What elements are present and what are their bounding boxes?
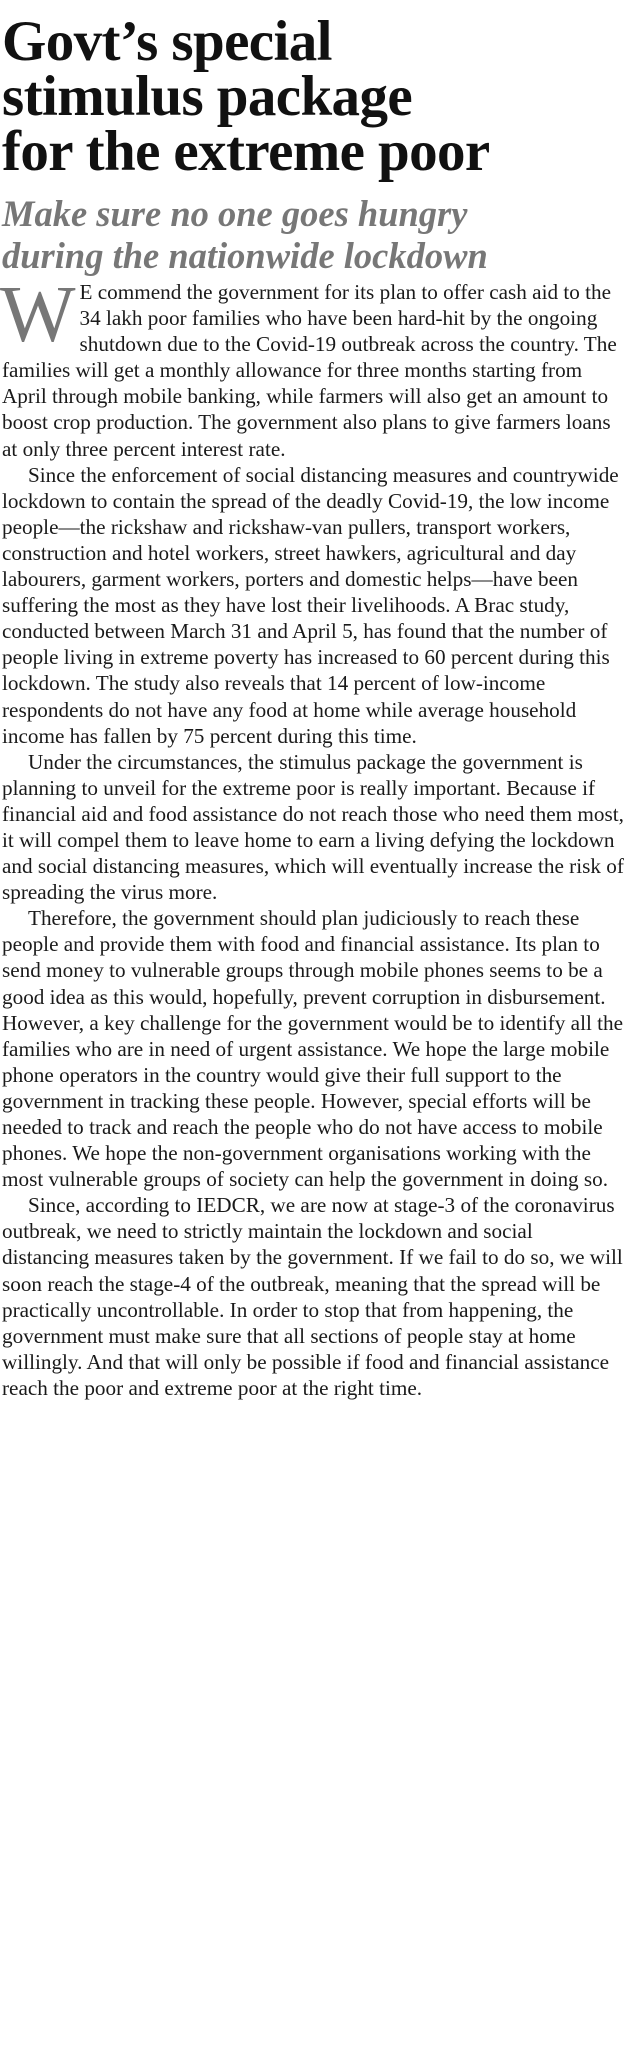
article-body (0, 271, 624, 1401)
paragraph-3: Under the circumstances, the stimulus package the government is planning to unveil for the extreme poor is really important. Because if financial aid and food assistance do not reach those who need them most, it will compel them to leave home to earn a living defying the lockdown and social distancing measures, which will eventually increase the risk of spreading the virus more. (2, 749, 624, 905)
paragraph-1-text: E commend the government for its plan to offer cash aid to the 34 lakh poor families who have been hard-hit by the ongoing shutdown due to the Covid-19 outbreak across the country. The families will get a monthly allowance for three months starting from April through mobile banking, while farmers will also get an amount to boost crop production. The government also plans to give farmers loans at only three percent interest rate. (2, 280, 617, 461)
editorial-article (0, 10, 624, 1401)
paragraph-5: Since, according to IEDCR, we are now at stage-3 of the coronavirus outbreak, we need to strictly maintain the lockdown and social distancing measures taken by the government. If we fail to do so, we will soon reach the stage-4 of the outbreak, meaning that the spread will be practically uncontrollable. In order to stop that from happening, the government must make sure that all sections of people stay at home willingly. And that will only be possible if food and financial assistance reach the poor and extreme poor at the right time. (2, 1193, 623, 1400)
headline: Govt’s special stimulus package for the extreme poor (2, 10, 490, 183)
paragraph-1 (0, 271, 624, 462)
paragraph-4: Therefore, the government should plan judiciously to reach these people and provide them with food and financial assistance. Its plan to send money to vulnerable groups through mobile phones seems to be a good idea as this would, hopefully, prevent corruption in disbursement. However, a key challenge for the government would be to identify all the families who are in need of urgent assistance. We hope the large mobile phone operators in the country would give their full support to the government in tracking these people. However, special efforts will be needed to track and reach the people who do not have access to mobile phones. We hope the non-government organisations working with the most vulnerable groups of society can help the government in doing so. (2, 906, 624, 1192)
subheadline: Make sure no one goes hungry during the nationwide lockdown (2, 193, 488, 276)
drop-cap: W (0, 271, 76, 359)
paragraph-2: Since the enforcement of social distancing measures and countrywide lockdown to contain the spread of the deadly Covid-19, the low income people—the rickshaw and rickshaw-van pullers, transport workers, construction and hotel workers, street hawkers, agricultural and day labourers, garment workers, porters and domestic helps—have been suffering the most as they have lost their livelihoods. A Brac study, conducted between March 31 and April 5, has found that the number of people living in extreme poverty has increased to 60 percent during this lockdown. The study also reveals that 14 percent of low-income respondents do not have any food at home while average household income has fallen by 75 percent during this time. (2, 462, 619, 748)
